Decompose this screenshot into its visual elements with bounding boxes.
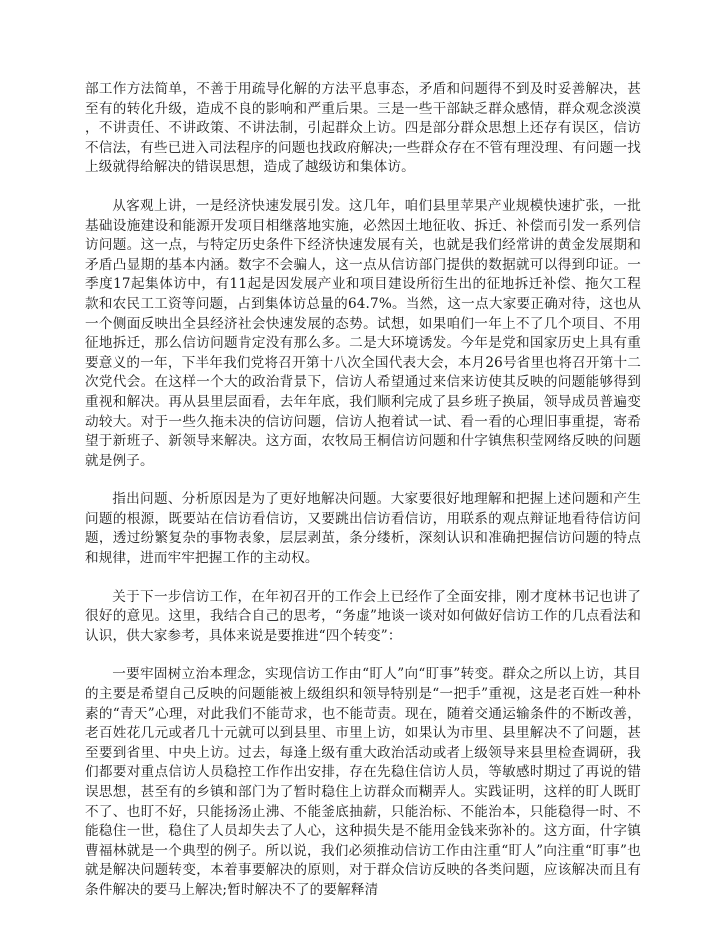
- paragraph-continuation: 部工作方法简单，不善于用疏导化解的方法平息事态，矛盾和问题得不到及时妥善解决，甚至有的转化升级，造成不良的影响和严重后果。三是一些干部缺乏群众感情，群众观念淡漠，不讲责任、不讲政策、不讲法制，引起群众上访。四是部分群众思想上还存有误区，信访不信法，有些已进入司法程序的问题也找政府解决;一些群众存在不管有理没理、有问题一找上级就得给解决的错误思想，造成了越级访和集体访。: [85, 81, 641, 176]
- paragraph-next-steps: 关于下一步信访工作，在年初召开的工作会上已经作了全面安排，刚才度林书记也讲了很好的意见。这里，我结合自己的思考，“务虚”地谈一谈对如何做好信访工作的几点看法和认识，供大家参考，具体来说是要推进“四个转变”：: [85, 588, 641, 644]
- paragraph-first-transformation: 一要牢固树立治本理念，实现信访工作由“盯人”向“盯事”转变。群众之所以上访，其目的主要是希望自己反映的问题能被上级组织和领导特别是“一把手”重视，这是老百姓一种朴素的“青天”心理，对此我们不能苛求，也不能苛责。现在，随着交通运输条件的不断改善，老百姓花几元或者几十元就可以到县里、市里上访，如果认为市里、县里解决不了问题，甚至要到省里、中央上访。过去，每逢上级有重大政治活动或者上级领导来县里检查调研，我们都要对重点信访人员稳控工作作出安排，存在先稳住信访人员，等敏感时期过了再说的错误思想，甚至有的乡镇和部门为了暂时稳住上访群众而糊弄人。实践证明，这样的盯人既盯不了、也盯不好，只能扬汤止沸、不能釜底抽薪，只能治标、不能治本，只能稳得一时、不能稳住一世，稳住了人员却失去了人心，这种损失是不能用金钱来弥补的。这方面，什字镇曹福林就是一个典型的例子。所以说，我们必须推动信访工作由注重“盯人”向注重“盯事”也就是解决问题转变，本着事要解决的原则，对于群众信访反映的各类问题，应该解决而且有条件解决的要马上解决;暂时解决不了的要解释清: [85, 666, 641, 898]
- document-body: [85, 80, 641, 920]
- paragraph-problem-analysis: 指出问题、分析原因是为了更好地解决问题。大家要很好地理解和把握上述问题和产生问题的根源，既要站在信访看信访，又要跳出信访看信访，用联系的观点辩证地看待信访问题，透过纷繁复杂的事物表象，层层剥茧，条分缕析，深刻认识和准确把握信访问题的特点和规律，进而牢牢把握工作的主动权。: [85, 491, 641, 567]
- paragraph-objective-causes: 从客观上讲，一是经济快速发展引发。这几年，咱们县里苹果产业规模快速扩张，一批基础设施建设和能源开发项目相继落地实施，必然因土地征收、拆迁、补偿而引发一系列信访问题。这一点，与特定历史条件下经济快速发展有关，也就是我们经常讲的黄金发展期和矛盾凸显期的基本内涵。数字不会骗人，这一点从信访部门提供的数据就可以得到印证。一季度17起集体访中，有11起是因发展产业和项目建设所衍生出的征地拆迁补偿、拖欠工程款和农民工工资等问题，占到集体访总量的64.7%。当然，这一点大家要正确对待，这也从一个侧面反映出全县经济社会快速发展的态势。试想，如果咱们一年上不了几个项目、不用征地拆迁，那么信访问题肯定没有那么多。二是大环境诱发。今年是党和国家历史上具有重要意义的一年，下半年我们党将召开第十八次全国代表大会，本月26号省里也将召开第十二次党代会。在这样一个大的政治背景下，信访人希望通过来信来访使其反映的问题能够得到重视和解决。再从县里层面看，去年年底，我们顺利完成了县乡班子换届，领导成员普遍变动较大。对于一些久拖未决的信访问题，信访人抱着试一试、看一看的心理旧事重提，寄希望于新班子、新领导来解决。这方面，农牧局王桐信访问题和什字镇焦积莹网络反映的问题就是例子。: [85, 197, 641, 469]
